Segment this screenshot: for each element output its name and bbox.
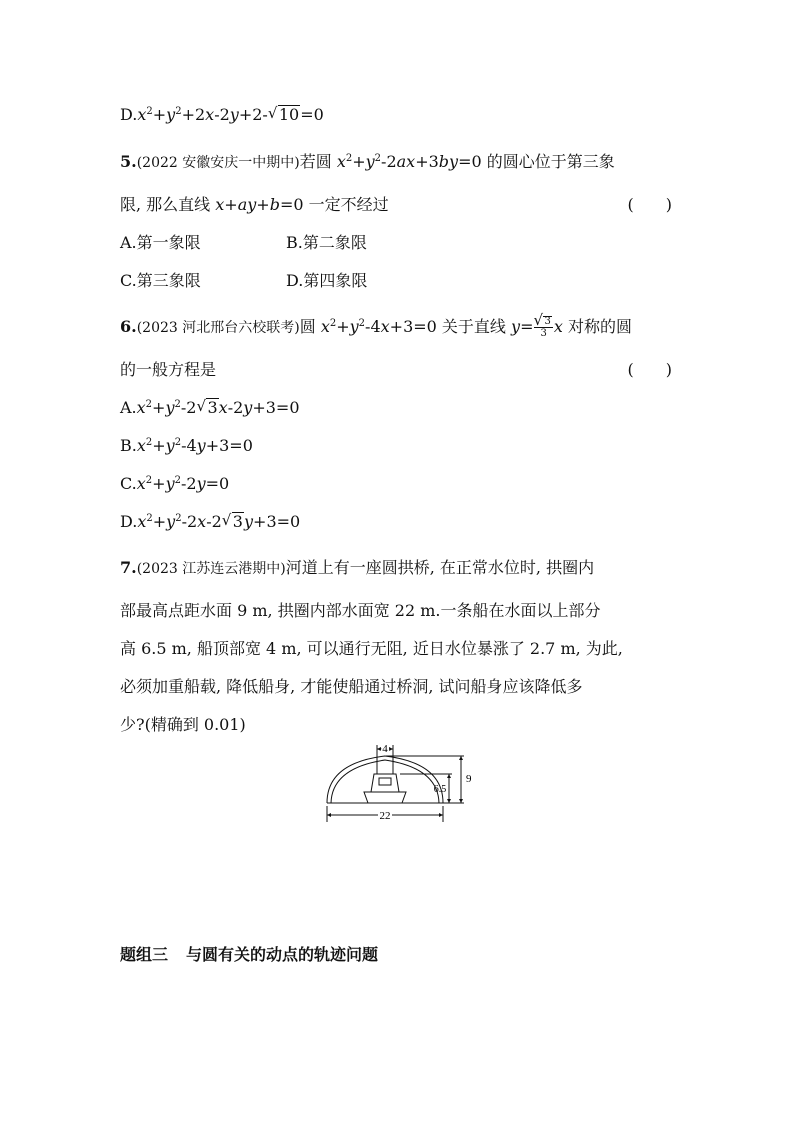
question-source: (2023 江苏连云港期中)	[136, 561, 286, 577]
q6-option-d: $D.x^2+y^2-2x-2√$ 3y+3=0	[120, 511, 672, 533]
q5-stem-line-2: 限, 那么直线 x+ay+b=0 一定不经过 ( )	[120, 195, 672, 214]
option-c: C.第三象限	[120, 271, 201, 290]
q7-stem-line-1	[120, 557, 672, 580]
question-number: 6.	[120, 317, 137, 336]
q6-option-c: $C.x^2+y^2-2y=0$	[120, 474, 230, 493]
q6-stem-line-2	[120, 359, 672, 381]
stem-text: 一定不经过	[303, 195, 389, 214]
label-boat-height: 6.5	[433, 784, 447, 795]
option-b: B.第二象限	[286, 233, 367, 252]
q7-stem-line-5: 少?(精确到 0.01)	[120, 715, 246, 734]
option-label: B.	[120, 436, 137, 455]
question-number: 5.	[120, 152, 137, 171]
answer-bracket: ( )	[627, 195, 672, 214]
option-d: D.第四象限	[286, 271, 368, 290]
label-arch-height: 9	[466, 773, 472, 785]
q5-options-row-1	[120, 232, 672, 254]
q5-options-row-2	[120, 270, 672, 292]
question-source: (2023 河北邢台六校联考)	[136, 320, 300, 336]
stem-text: 圆	[299, 317, 321, 336]
section-heading	[120, 942, 378, 965]
q7-stem-line-4: 必须加重船载, 降低船身, 才能使船通过桥洞, 试问船身应该降低多	[120, 677, 583, 696]
stem-text: 的一般方程是	[120, 360, 217, 379]
question-number: 7.	[120, 558, 137, 577]
option-label: D.	[120, 105, 138, 124]
arch-inner	[331, 760, 439, 803]
stem-text: 河道上有一座圆拱桥, 在正常水位时, 拱圈内	[285, 558, 595, 577]
section-title: 与圆有关的动点的轨迹问题	[186, 945, 379, 964]
option-label: A.	[120, 398, 137, 417]
label-top-width: 4	[382, 743, 388, 755]
stem-text: 对称的圆	[562, 317, 632, 336]
section-group: 题组三	[120, 945, 169, 964]
boat-window	[379, 778, 391, 785]
stem-text: 的圆心位于第三象	[481, 152, 615, 171]
q4-option-d: $D.x^2+y^2+2x-2y+2-√$ 10=0	[120, 104, 672, 126]
stem-text: 关于直线	[436, 317, 512, 336]
q6-option-b: $B.x^2+y^2-4y+3=0$	[120, 436, 253, 455]
q7-stem-line-2: 部最高点距水面 9 m, 拱圈内部水面宽 22 m.一条船在水面以上部分	[120, 601, 601, 620]
option-label: C.	[120, 474, 137, 493]
q5-stem-line-1: 5.(2022 安徽安庆一中期中)若圆 $x^2+y^2-2ax+3by=0$ 的圆心位于第三象	[120, 152, 615, 171]
option-a: A.第一象限	[120, 233, 201, 252]
stem-text: 限, 那么直线	[120, 195, 216, 214]
q7-stem-line-3: 高 6.5 m, 船顶部宽 4 m, 可以通行无阻, 近日水位暴涨了 2.7 m, 为此,	[120, 639, 623, 658]
q6-stem-line-1: 6.(2023 河北邢台六校联考)圆 $x^2+y^2-4x+3=0$ 关于直线 y= √ $\frac{3}{3}$ x 对称的圆	[120, 316, 672, 339]
label-span-width: 22	[379, 810, 391, 822]
stem-text: 若圆	[299, 152, 337, 171]
boat-cabin	[371, 774, 399, 792]
option-label: D.	[120, 512, 138, 531]
boat-hull	[364, 792, 406, 803]
q6-option-a: $A.x^2+y^2-2√$ 3x-2y+3=0	[120, 397, 672, 419]
answer-bracket: ( )	[627, 360, 672, 379]
question-source: (2022 安徽安庆一中期中)	[136, 155, 300, 171]
arch-outer	[327, 756, 443, 803]
